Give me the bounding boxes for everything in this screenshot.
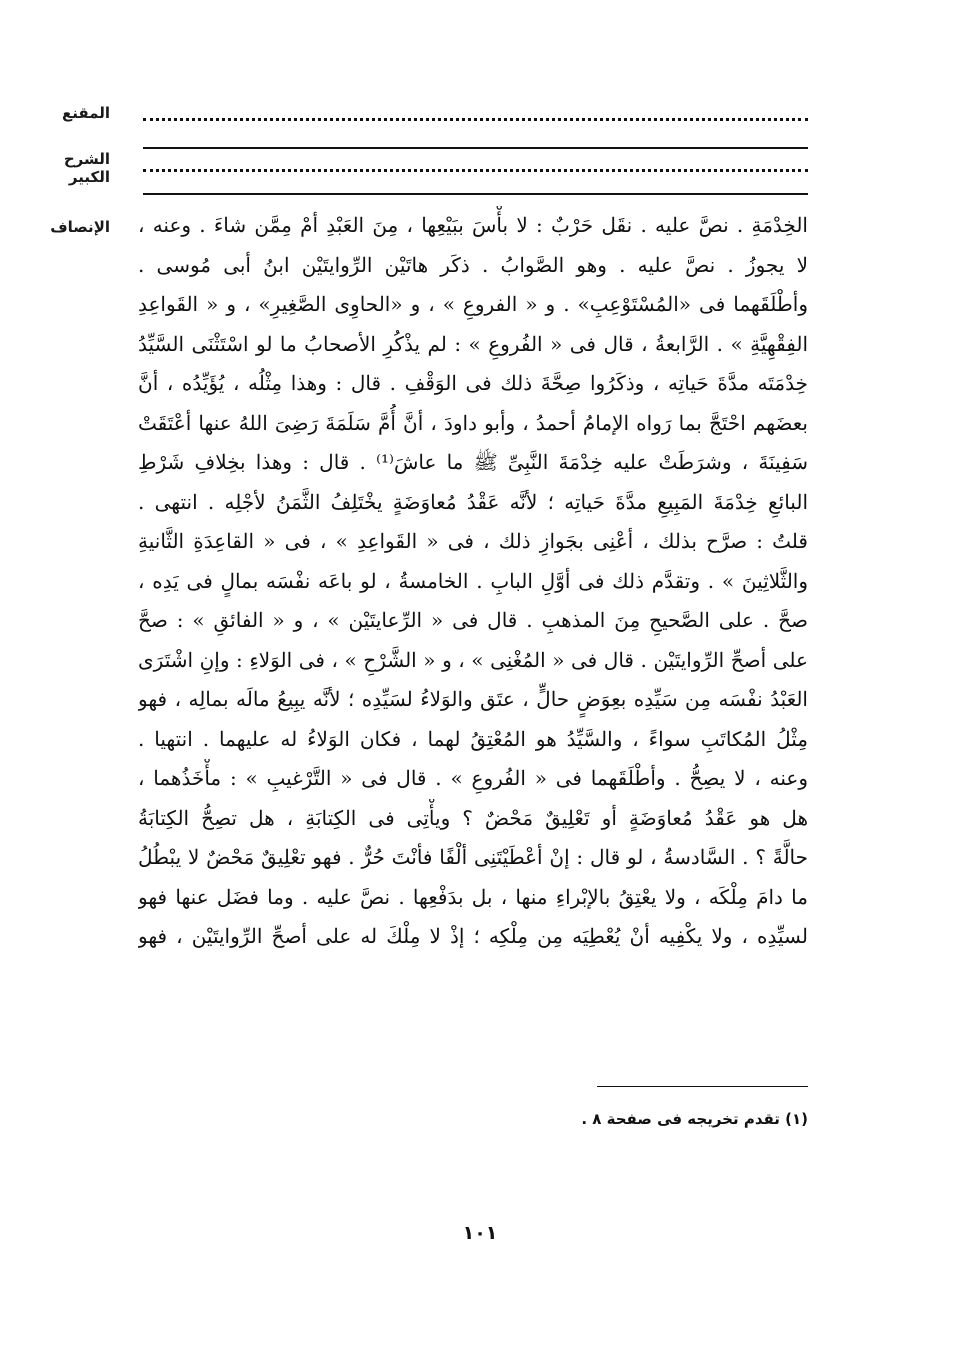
label-muqni: المقنع	[62, 104, 110, 122]
footnote: (١) تقدم تخريجه فى صفحة ٨ .	[581, 1110, 808, 1128]
body-line: والثَّلاثِينَ » . وتقدَّم ذلك فى أوَّلِ البابِ . الخامسةُ ، لو باعَه نفْسَه بمالٍ فى يَدِه ،	[138, 568, 808, 593]
insaf-top-rule	[143, 193, 808, 195]
sharh-dotted-rule	[143, 169, 808, 172]
sharh-top-rule	[143, 147, 808, 149]
insaf-body-text	[138, 206, 808, 957]
body-line: حالَّةً ؟ . السَّادسةُ ، لو قال : إنْ أعْطَيْتَنِى ألْفًا فأنْتَ حُرٌّ . فهو تعْلِيقٌ مَحْضٌ لا يبْطُلُ	[138, 845, 808, 869]
body-line: مِثْلُ المُكاتَبِ سواءً ، والسَّيِّدُ هو المُعْتِقُ لهما ، فكان الوَلاءُ له عليهما . انتهيا .	[138, 726, 808, 751]
label-insaf: الإنصاف	[50, 218, 110, 236]
body-line: لا يجوزُ . نصَّ عليه . وهو الصَّوابُ . ذكَر هاتَيْن الرِّوايتَيْن ابنُ أبى مُوسى .	[138, 252, 808, 277]
body-line: على أصحِّ الرِّوايتَيْن . قال فى « المُغْنِى » ، و « الشَّرْحِ » ، فى الوَلاءِ : وإنِ اشْتَرَى	[138, 647, 808, 672]
footnote-separator	[597, 1086, 808, 1087]
body-line: وعنه ، لا يصِحُّ . وأطْلَقَهما فى « الفُروعِ » . قال فى « التَّرْغيبِ » : مأْخَذُهما ،	[138, 766, 808, 790]
body-line: بعضَهم احْتَجَّ بما رَواه الإمامُ أحمدُ ، وأبو داودَ ، أنَّ أُمَّ سَلَمَةَ رَضِىَ اللهُ عنها أعْتَقَتْ	[138, 410, 808, 435]
body-line: صحَّ . على الصَّحيحِ مِنَ المذهبِ . قال فى « الرِّعايتَيْن » ، و « الفائقِ » : صحَّ	[138, 608, 808, 632]
body-line: ما دامَ مِلْكَه ، ولا يعْتِقُ بالإبْراءِ منها ، بل بدَفْعِها . نصَّ عليه . وما فضَل عنها فهو	[138, 884, 808, 909]
body-line: البائعِ خِدْمَةَ المَبِيعِ مدَّةَ حَياتِه ؛ لأنَّه عَقْدُ مُعاوَضَةٍ يخْتَلِفُ الثَّمَنُ لأجْلِه . انتهى .	[138, 489, 808, 514]
muqni-dotted-rule	[143, 118, 808, 121]
page-number: ١٠١	[462, 1222, 498, 1244]
body-line: لسيِّدِه ، ولا يكْفِيه أنْ يُعْطِيَه مِن مِلْكِه ؛ إذْ لا مِلْكَ له على أصحِّ الرِّوايتَيْن ، فهو	[138, 924, 808, 948]
body-line: وأطْلَقَهما فى «المُسْتَوْعِبِ» . و « الفروعِ » ، و «الحاوِى الصَّغِيرِ» ، و « القَواعِدِ	[138, 292, 808, 316]
body-line: العَبْدُ نفْسَه مِن سَيِّدِه بعِوَضٍ حالٍّ ، عتَق والوَلاءُ لسَيِّدِه ؛ لأنَّه يبِيعُ مالَه بمالِه ، فهو	[138, 687, 808, 711]
body-line: خِدْمَتَه مدَّةَ حَياتِه ، وذكَرُوا صِحَّةَ ذلك فى الوَقْفِ . قال : وهذا مِثْلُه ، يُؤَيِّدُه ، أنَّ	[138, 371, 808, 395]
body-line: الفِقْهِيَّةِ » . الرَّابعةُ ، قال فى « الفُروعِ » : لم يذْكُرِ الأصحابُ ما لو اسْتَثْنَى السَّيِّدُ	[138, 331, 808, 356]
body-line: الخِدْمَةِ . نصَّ عليه . نقَل حَرْبٌ : لا بأْسَ ببَيْعِها ، مِنَ العَبْدِ أمْ مِمَّن شاءَ . وعنه ،	[138, 213, 808, 237]
body-line: هل هو عَقْدُ مُعاوَضَةٍ أو تَعْلِيقٌ مَحْضٌ ؟ ويأْتِى فى الكِتابَةِ ، هل تصِحُّ الكِتابَةُ	[138, 805, 808, 830]
label-sharh-kabir: الشرح الكبير	[63, 150, 110, 186]
body-line: سَفِينَةَ ، وشرَطَتْ عليه خِدْمَةَ النَّبِىِّ ﷺ ما عاشَ⁽¹⁾ . قال : وهذا بخِلافِ شَرْطِ	[138, 450, 808, 474]
body-line: قلتُ : صرَّح بذلك ، أعْنِى بجَوازِ ذلك ، فى « القَواعِدِ » ، فى « القاعِدَةِ الثَّانيةِ	[138, 529, 808, 553]
